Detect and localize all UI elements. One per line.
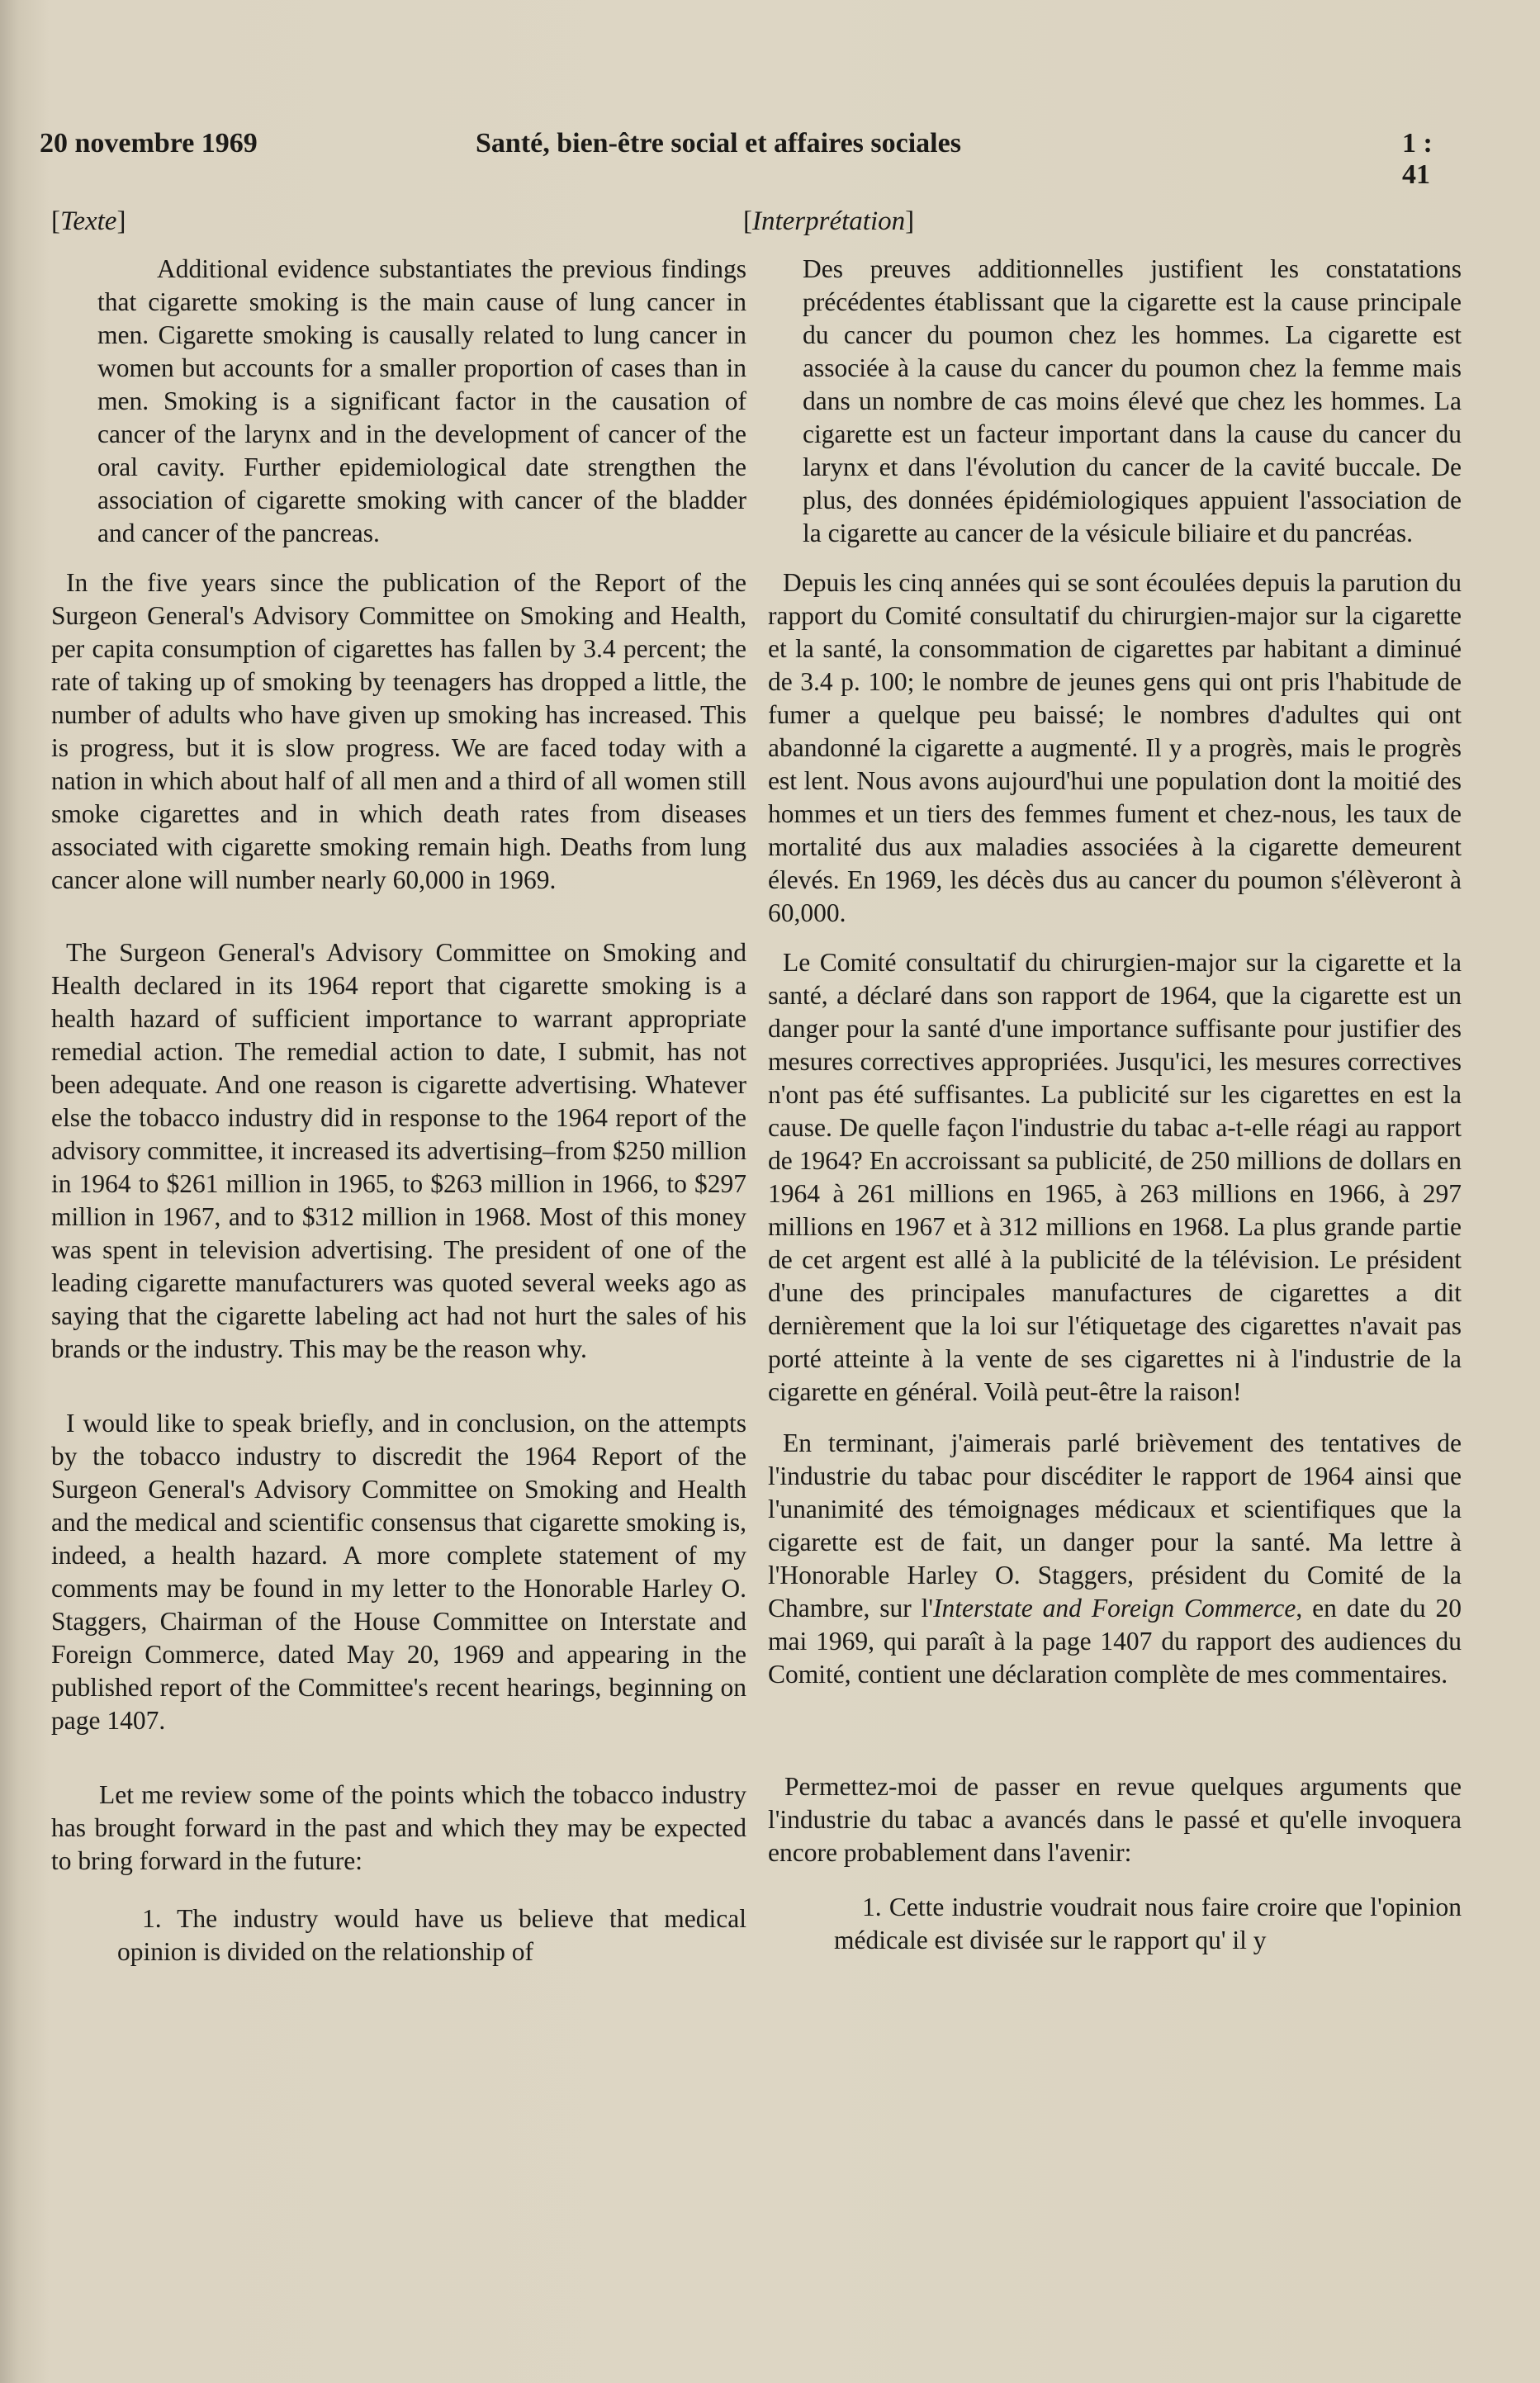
- paragraph: Le Comité consultatif du chirurgien-major sur la cigarette et la santé, a déclaré dans son rapport de 1964, que la cigarette est un danger pour la santé d'une importance suffisante pour justifier des mesures correctives appropriées. Jusqu'ici, les mesures correctives n'ont pas été suffisantes. La publicité sur les cigarettes en est la cause. De quelle façon l'industrie du tabac a-t-elle réagi au rapport de 1964? En accroissant sa publicité, de 250 millions de dollars en 1964 à 261 millions en 1965, à 263 millions en 1966, à 297 millions en 1967 et à 312 millions en 1968. La plus grande partie de cet argent est allé à la publicité de la télévision. Le président d'une des principales manufactures de cigarettes a dit dernièrement que la loi sur l'étiquetage des cigarettes n'avait pas porté atteinte à la vente de ses cigarettes ni à l'industrie de la cigarette en général. Voilà peut-être la raison!: [768, 948, 1462, 1406]
- paragraph: I would like to speak briefly, and in conclusion, on the attempts by the tobacco industry to discredit the 1964 Report of the Surgeon General's Advisory Committee on Smoking and Health and the medical and scientific consensus that cigarette smoking is, indeed, a health hazard. A more complete statement of my comments may be found in my letter to the Honorable Harley O. Staggers, Chairman of the House Committee on Interstate and Foreign Commerce, dated May 20, 1969 and appearing in the published report of the Committee's recent hearings, beginning on page 1407.: [51, 1409, 746, 1735]
- right-column-french: [743, 205, 1462, 1957]
- paragraph: En terminant, j'aimerais parlé brièvement des tentatives de l'industrie du tabac pour discéditer le rapport de 1964 ainsi que l'unanimité des témoignages médicaux et scientifiques que la cigarette est de fait, un danger pour la santé. Ma lettre à l'Honorable Harley O. Staggers, président du Comité de la Chambre, sur l'Interstate and Foreign Commerce, en date du 20 mai 1969, qui paraît à la page 1407 du rapport des audiences du Comité, contient une déclaration complète de mes commentaires.: [768, 1428, 1462, 1689]
- paragraph: Let me review some of the points which the tobacco industry has brought forward in the past and which they may be expected to bring forward in the future:: [51, 1780, 746, 1875]
- paragraph: Additional evidence substantiates the previous findings that cigarette smoking is the main cause of lung cancer in men. Cigarette smoking is causally related to lung cancer in women but accounts for a smaller proportion of cases than in men. Smoking is a significant factor in the causation of cancer of the larynx and in the development of cancer of the oral cavity. Further epidemiological date strengthen the association of cigarette smoking with cancer of the bladder and cancer of the pancreas.: [97, 254, 746, 547]
- paragraph: The Surgeon General's Advisory Committee on Smoking and Health declared in its 1964 report that cigarette smoking is a health hazard of sufficient importance to warrant appropriate remedial action. The remedial action to date, I submit, has not been adequate. And one reason is cigarette advertising. Whatever else the tobacco industry did in response to the 1964 report of the advisory committee, it increased its advertising–from $250 million in 1964 to $261 million in 1965, to $263 million in 1966, to $297 million in 1967, and to $312 million in 1968. Most of this money was spent in television advertising. The president of one of the leading cigarette manufacturers was quoted several weeks ago as saying that the cigarette labeling act had not hurt the sales of his brands or the industry. This may be the reason why.: [51, 938, 746, 1363]
- column-label-interpretation: [Interprétation]: [743, 206, 915, 236]
- header-title: Santé, bien-être social et affaires sociales: [476, 128, 961, 159]
- paragraph: Permettez-moi de passer en revue quelques arguments que l'industrie du tabac a avancés dans le passé et qu'elle invoquera encore probablement dans l'avenir:: [768, 1772, 1462, 1867]
- italic-committee-name: Interstate and Foreign Commerce: [933, 1594, 1296, 1623]
- paragraph: Depuis les cinq années qui se sont écoulées depuis la parution du rapport du Comité consultatif du chirurgien-major sur la cigarette et la santé, la consommation de cigarettes par habitant a diminué de 3.4 p. 100; le nombre de jeunes gens qui ont pris l'habitude de fumer a quelque peu baissé; le nombres d'adultes qui ont abandonné la cigarette a augmenté. Il y a progrès, mais le progrès est lent. Nous avons aujourd'hui une population dont la moitié des hommes et un tiers des femmes fument et chez-nous, les taux de mortalité dus aux maladies associées à la cigarette demeurent élevés. En 1969, les décès dus au cancer du poumon s'élèveront à 60,000.: [768, 568, 1462, 927]
- list-item: 1. Cette industrie voudrait nous faire croire que l'opinion médicale est divisée sur le rapport qu' il y: [834, 1893, 1462, 1954]
- running-head: [40, 128, 1443, 190]
- paragraph: In the five years since the publication of the Report of the Surgeon General's Advisory Committee on Smoking and Health, per capita consumption of cigarettes has fallen by 3.4 percent; the rate of taking up of smoking by teenagers has dropped a little, the number of adults who have given up smoking has increased. This is progress, but it is slow progress. We are faced today with a nation in which about half of all men and a third of all women still smoke cigarettes and in which death rates from diseases associated with cigarette smoking remain high. Deaths from lung cancer alone will number nearly 60,000 in 1969.: [51, 568, 746, 894]
- header-date: 20 novembre 1969: [40, 128, 258, 159]
- page-number: 1 : 41: [1402, 128, 1433, 190]
- list-item: 1. The industry would have us believe that medical opinion is divided on the relationship of: [117, 1904, 746, 1966]
- paragraph: Des preuves additionnelles justifient les constatations précédentes établissant que la cigarette est la cause principale du cancer du poumon chez les hommes. La cigarette est associée à la cause du cancer du poumon chez la femme mais dans un nombre de cas moins élevé que chez les hommes. La cigarette est un facteur important dans la cause du cancer du larynx et dans l'évolution du cancer de la cavité buccale. De plus, des données épidémiologiques appuient l'association de la cigarette au cancer de la vésicule biliaire et du pancréas.: [803, 254, 1462, 547]
- left-column-english: [51, 205, 746, 1968]
- column-label-texte: [Texte]: [51, 206, 126, 236]
